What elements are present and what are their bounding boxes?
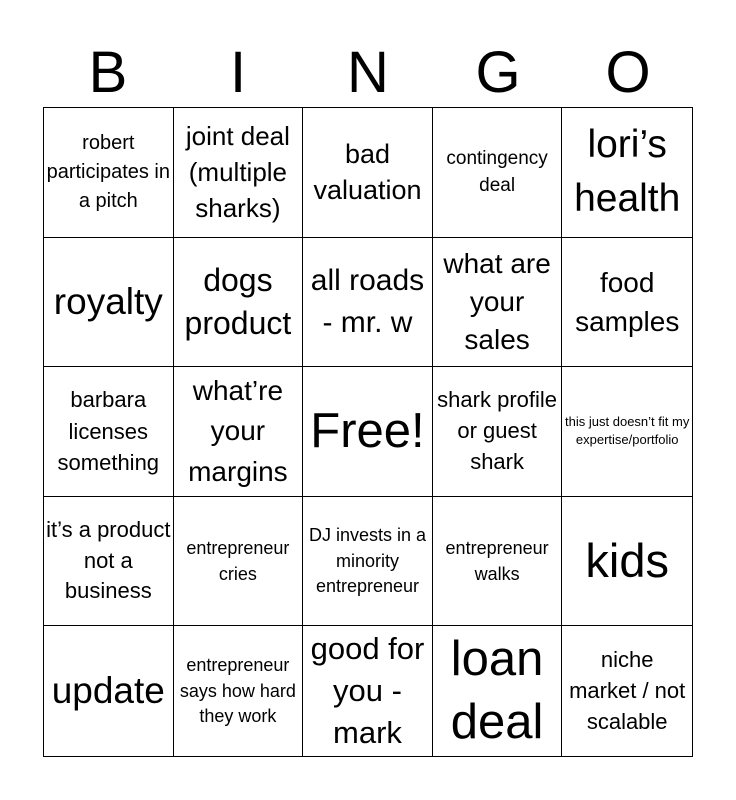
bingo-cell[interactable] xyxy=(44,238,174,368)
header-letter-i: I xyxy=(229,40,247,105)
bingo-cell-text: entrepreneur walks xyxy=(445,538,549,585)
bingo-cell[interactable] xyxy=(44,497,174,627)
bingo-cell[interactable] xyxy=(562,497,692,627)
bingo-cell-text: Free! xyxy=(310,404,425,459)
bingo-cell-text: royalty xyxy=(53,280,163,322)
header-letter-g: G xyxy=(475,40,521,105)
bingo-cell-text: loan deal xyxy=(450,631,544,750)
bingo-cell-text: what’re your margins xyxy=(188,374,288,487)
bingo-cell[interactable] xyxy=(174,626,304,756)
bingo-cell[interactable] xyxy=(562,626,692,756)
bingo-cell[interactable] xyxy=(303,108,433,238)
bingo-cell-text: joint deal (multiple sharks) xyxy=(185,120,290,224)
bingo-cell[interactable] xyxy=(174,108,304,238)
bingo-cell[interactable] xyxy=(433,497,563,627)
bingo-cell-text: dogs product xyxy=(184,261,292,341)
bingo-cell-text: update xyxy=(51,670,165,711)
bingo-cell[interactable] xyxy=(174,238,304,368)
bingo-cell-text: niche market / not scalable xyxy=(569,647,686,734)
header-letter-o: O xyxy=(605,40,651,105)
bingo-cell-text: it’s a product not a business xyxy=(46,516,171,604)
bingo-cell[interactable] xyxy=(562,238,692,368)
bingo-cell-text: entrepreneur cries xyxy=(186,538,290,585)
bingo-cell[interactable] xyxy=(44,367,174,497)
bingo-cell[interactable] xyxy=(174,497,304,627)
bingo-cell-text: robert participates in a pitch xyxy=(46,131,170,212)
bingo-cell[interactable] xyxy=(44,626,174,756)
bingo-cell-text: contingency deal xyxy=(446,147,548,197)
bingo-cell[interactable] xyxy=(562,367,692,497)
bingo-cell[interactable] xyxy=(433,367,563,497)
bingo-cell[interactable] xyxy=(433,238,563,368)
bingo-cell-text: food samples xyxy=(575,266,680,337)
bingo-cell-text: barbara licenses something xyxy=(57,386,160,476)
bingo-header xyxy=(43,38,693,108)
bingo-cell-free[interactable] xyxy=(303,367,433,497)
bingo-cell-text: bad valuation xyxy=(313,138,422,206)
bingo-cell[interactable] xyxy=(433,626,563,756)
bingo-cell-text: what are your sales xyxy=(443,248,551,355)
bingo-cell-text: shark profile or guest shark xyxy=(437,387,558,474)
bingo-card xyxy=(43,107,693,757)
header-letter-b: B xyxy=(88,40,128,105)
bingo-cell[interactable] xyxy=(174,367,304,497)
bingo-cell[interactable] xyxy=(44,108,174,238)
bingo-cell-text: entrepreneur says how hard they work xyxy=(179,655,296,726)
bingo-cell-text: kids xyxy=(585,533,669,587)
bingo-cell-text: good for you - mark xyxy=(310,631,425,751)
header-letter-n: N xyxy=(347,40,389,105)
bingo-cell-text: this just doesn’t fit my expertise/portfolio xyxy=(565,413,690,448)
bingo-cell[interactable] xyxy=(562,108,692,238)
bingo-cell[interactable] xyxy=(303,238,433,368)
bingo-cell[interactable] xyxy=(433,108,563,238)
bingo-cell[interactable] xyxy=(303,626,433,756)
bingo-cell-text: lori’s health xyxy=(574,122,681,221)
bingo-cell[interactable] xyxy=(303,497,433,627)
bingo-cell-text: DJ invests in a minority entrepreneur xyxy=(308,525,427,596)
bingo-cell-text: all roads - mr. w xyxy=(310,263,425,339)
